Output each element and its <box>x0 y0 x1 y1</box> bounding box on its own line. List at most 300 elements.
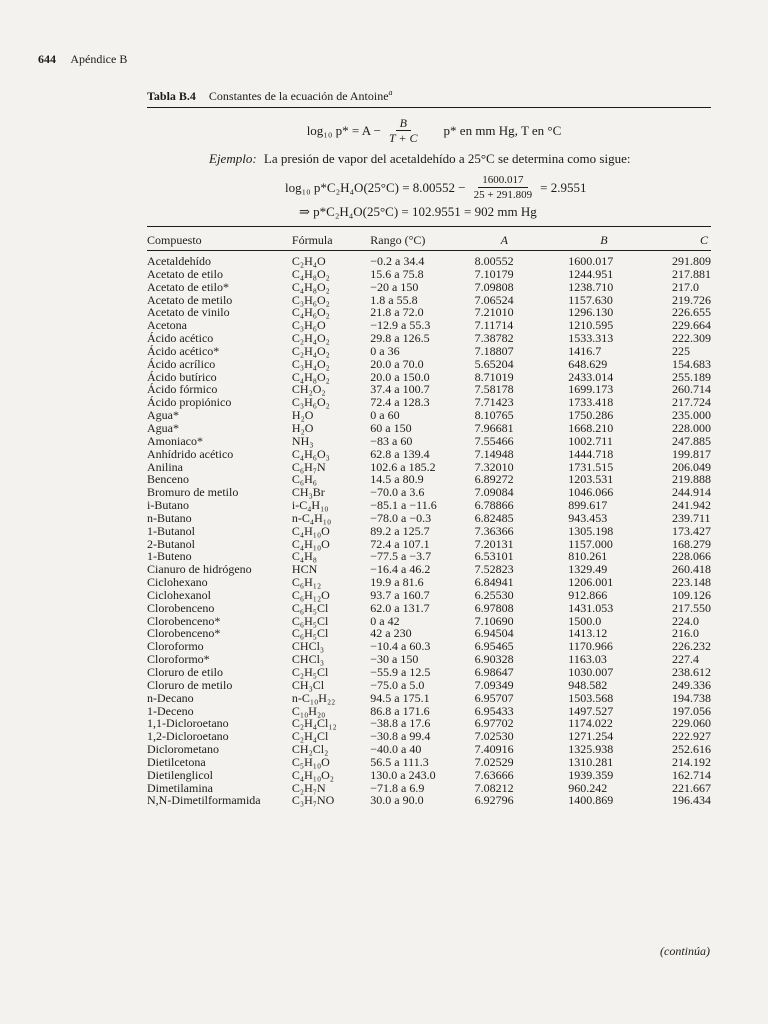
a-value-cell: 6.95707 <box>474 690 514 705</box>
formula-cell: CHCl₃ <box>291 652 325 667</box>
table-title-note: a <box>388 88 393 97</box>
range-cell: −78.0 a −0.3 <box>370 510 432 525</box>
range-cell: −77.5 a −3.7 <box>370 549 432 564</box>
table-row <box>147 499 711 512</box>
equation-denominator: T + C <box>388 131 418 145</box>
c-value-cell: 239.711 <box>672 510 711 525</box>
compound-cell: Ácido fórmico <box>147 382 218 397</box>
table-row <box>147 332 711 345</box>
range-cell: 93.7 a 160.7 <box>370 587 430 602</box>
formula-cell: C₆H₅Cl <box>291 613 329 628</box>
formula-cell: NH₃ <box>291 433 314 448</box>
a-value-cell: 7.55466 <box>474 433 514 448</box>
b-value-cell: 1500.0 <box>568 613 602 628</box>
table-row <box>147 615 711 628</box>
compound-cell: Anilina <box>147 459 183 474</box>
a-value-cell: 7.06524 <box>474 292 514 307</box>
range-cell: 72.4 a 107.1 <box>370 536 430 551</box>
compound-cell: 1-Buteno <box>147 549 192 564</box>
formula-cell: CH₃Br <box>291 485 325 500</box>
range-cell: 14.5 a 80.9 <box>370 472 424 487</box>
a-value-cell: 7.71423 <box>474 395 514 410</box>
table-row <box>147 666 711 679</box>
b-value-cell: 1503.568 <box>568 690 614 705</box>
c-value-cell: 219.726 <box>672 292 711 307</box>
equation-numerator: B <box>396 116 411 131</box>
compound-cell: Dietilenglicol <box>147 767 213 782</box>
compound-cell: Diclorometano <box>147 742 219 757</box>
range-cell: 62.8 a 139.4 <box>370 446 430 461</box>
c-value-cell: 206.049 <box>672 459 711 474</box>
formula-cell: C₁₀H₂₀ <box>291 703 326 718</box>
a-value-cell: 7.02530 <box>474 729 514 744</box>
b-value-cell: 1699.173 <box>568 382 614 397</box>
c-value-cell: 228.000 <box>672 420 711 435</box>
range-cell: −30 a 150 <box>370 652 419 667</box>
c-value-cell: 244.914 <box>672 485 711 500</box>
table-title: Constantes de la ecuación de Antoine <box>208 89 389 103</box>
a-value-cell: 7.96681 <box>474 420 514 435</box>
b-value-cell: 1497.527 <box>568 703 614 718</box>
c-value-cell: 235.000 <box>672 408 711 423</box>
formula-cell: n-C₄H₁₀ <box>291 510 332 525</box>
b-value-cell: 1305.198 <box>568 523 614 538</box>
c-value-cell: 154.683 <box>672 356 711 371</box>
range-cell: 0 a 36 <box>370 343 400 358</box>
table-block <box>147 88 711 807</box>
a-value-cell: 7.58178 <box>474 382 514 397</box>
table-row <box>147 794 711 807</box>
example-result: ⇒ p*C₂H₄O(25°C) = 102.9551 = 902 mm Hg <box>299 204 537 219</box>
c-value-cell: 162.714 <box>672 767 711 782</box>
b-value-cell: 1210.595 <box>568 318 614 333</box>
table-row <box>147 563 711 576</box>
formula-cell: C₃H₆O <box>291 318 326 333</box>
example-text <box>209 151 711 167</box>
formula-cell: C₃H₆O₂ <box>291 395 330 410</box>
table-row <box>147 512 711 525</box>
example-eq-fraction <box>470 173 536 202</box>
compound-cell: Ácido butírico <box>147 369 217 384</box>
b-value-cell: 648.629 <box>568 356 608 371</box>
c-value-cell: 217.550 <box>672 600 711 615</box>
formula-cell: HCN <box>291 562 318 577</box>
b-value-cell: 899.617 <box>568 498 608 513</box>
range-cell: 62.0 a 131.7 <box>370 600 430 615</box>
range-cell: −38.8 a 17.6 <box>370 716 431 731</box>
c-value-cell: 173.427 <box>672 523 711 538</box>
example-eq-numerator: 1600.017 <box>478 173 527 188</box>
compound-cell: Clorobenceno* <box>147 613 221 628</box>
compound-cell: Acetona <box>147 318 187 333</box>
c-value-cell: 217.881 <box>672 266 711 281</box>
compound-cell: Anhídrido acético <box>147 446 234 461</box>
compound-cell: Cloruro de metilo <box>147 677 233 692</box>
c-value-cell: 226.655 <box>672 305 711 320</box>
formula-cell: CH₃Cl <box>291 677 325 692</box>
c-value-cell: 225 <box>672 343 690 358</box>
formula-cell: C₆H₁₂ <box>291 575 322 590</box>
formula-cell: H₂O <box>291 408 314 423</box>
range-cell: 89.2 a 125.7 <box>370 523 430 538</box>
b-value-cell: 1157.000 <box>568 536 613 551</box>
table-row <box>147 730 711 743</box>
c-value-cell: 223.148 <box>672 575 711 590</box>
range-cell: −75.0 a 5.0 <box>370 677 425 692</box>
page-number: 644 <box>38 52 56 66</box>
compound-cell: Ciclohexano <box>147 575 208 590</box>
compound-cell: Clorobenceno <box>147 600 215 615</box>
range-cell: 0 a 60 <box>370 408 400 423</box>
table-caption <box>147 88 711 108</box>
running-head <box>38 52 127 67</box>
column-header-formula: Fórmula <box>292 227 370 251</box>
table-row <box>147 251 711 268</box>
formula-cell: C₂H₅Cl <box>291 665 329 679</box>
table-row <box>147 396 711 409</box>
c-value-cell: 260.418 <box>672 562 711 577</box>
a-value-cell: 7.18807 <box>474 343 514 358</box>
range-cell: 29.8 a 126.5 <box>370 331 430 346</box>
compound-cell: n-Decano <box>147 690 194 705</box>
a-value-cell: 7.02529 <box>474 754 514 769</box>
compound-cell: Acetato de vinilo <box>147 305 230 320</box>
a-value-cell: 7.08212 <box>474 780 514 795</box>
b-value-cell: 1431.053 <box>568 600 614 615</box>
table-row <box>147 281 711 294</box>
c-value-cell: 255.189 <box>672 369 711 384</box>
compound-cell: Acetato de metilo <box>147 292 233 307</box>
compound-cell: Ácido acético <box>147 331 214 346</box>
a-value-cell: 7.09349 <box>474 677 514 692</box>
compound-cell: Bromuro de metilo <box>147 485 239 500</box>
compound-cell: Cloroformo* <box>147 652 210 667</box>
c-value-cell: 227.4 <box>672 652 699 667</box>
a-value-cell: 6.53101 <box>474 549 514 564</box>
formula-cell: C₆H₅Cl <box>291 626 329 641</box>
c-value-cell: 109.126 <box>672 587 711 602</box>
compound-cell: Clorobenceno* <box>147 626 221 641</box>
b-value-cell: 1733.418 <box>568 395 614 410</box>
formula-cell: C₄H₁₀O <box>291 523 330 538</box>
range-cell: 130.0 a 243.0 <box>370 767 436 782</box>
table-row <box>147 692 711 705</box>
b-value-cell: 1310.281 <box>568 754 614 769</box>
c-value-cell: 291.809 <box>672 254 711 268</box>
column-header-range: Rango (°C) <box>370 227 474 251</box>
range-cell: 15.6 a 75.8 <box>370 266 424 281</box>
c-value-cell: 247.885 <box>672 433 711 448</box>
a-value-cell: 6.95433 <box>474 703 514 718</box>
formula-cell: C₄H₈O₂ <box>291 369 330 384</box>
c-value-cell: 229.060 <box>672 716 711 731</box>
b-value-cell: 1046.066 <box>568 485 614 500</box>
formula-cell: C₂H₄O <box>291 254 326 268</box>
b-value-cell: 1163.03 <box>568 652 607 667</box>
a-value-cell: 6.92796 <box>474 793 514 808</box>
formula-cell: i-C₄H₁₀ <box>291 498 329 513</box>
continued-note: (continúa) <box>660 944 710 958</box>
range-cell: 42 a 230 <box>370 626 412 641</box>
formula-cell: C₂H₄Cl <box>291 729 329 744</box>
compound-cell: Acetato de etilo* <box>147 279 229 294</box>
range-cell: 0 a 42 <box>370 613 400 628</box>
antoine-constants-table <box>147 227 711 807</box>
formula-cell: C₆H₇N <box>291 459 326 474</box>
c-value-cell: 222.927 <box>672 729 711 744</box>
a-value-cell: 7.40916 <box>474 742 514 757</box>
table-row <box>147 640 711 653</box>
b-value-cell: 948.582 <box>568 677 608 692</box>
formula-cell: C₃H₇NO <box>291 793 335 808</box>
a-value-cell: 7.09084 <box>474 485 514 500</box>
compound-cell: 1-Butanol <box>147 523 195 538</box>
compound-cell: 2-Butanol <box>147 536 195 551</box>
b-value-cell: 1533.313 <box>568 331 614 346</box>
a-value-cell: 7.36366 <box>474 523 514 538</box>
compound-cell: Amoniaco* <box>147 433 203 448</box>
formula-cell: C₂H₇N <box>291 780 326 795</box>
example-label: Ejemplo: <box>209 151 257 166</box>
c-value-cell: 228.066 <box>672 549 711 564</box>
compound-cell: Agua* <box>147 420 179 435</box>
b-value-cell: 1939.359 <box>568 767 614 782</box>
range-cell: 86.8 a 171.6 <box>370 703 430 718</box>
c-value-cell: 241.942 <box>672 498 711 513</box>
table-row <box>147 294 711 307</box>
c-value-cell: 214.192 <box>672 754 711 769</box>
table-row <box>147 576 711 589</box>
b-value-cell: 1030.007 <box>568 665 614 679</box>
formula-cell: H₂O <box>291 420 314 435</box>
compound-cell: Cianuro de hidrógeno <box>147 562 252 577</box>
compound-cell: Cloruro de etilo <box>147 665 223 679</box>
b-value-cell: 960.242 <box>568 780 608 795</box>
formula-cell: C₃H₆O₂ <box>291 292 330 307</box>
compound-cell: n-Butano <box>147 510 192 525</box>
c-value-cell: 194.738 <box>672 690 711 705</box>
table-row <box>147 268 711 281</box>
table-row <box>147 409 711 422</box>
table-header-row <box>147 227 711 251</box>
c-value-cell: 216.0 <box>672 626 699 641</box>
formula-cell: C₆H₅Cl <box>291 600 329 615</box>
c-value-cell: 199.817 <box>672 446 711 461</box>
b-value-cell: 1271.254 <box>568 729 614 744</box>
c-value-cell: 224.0 <box>672 613 699 628</box>
b-value-cell: 1329.49 <box>568 562 608 577</box>
example-equation <box>285 173 711 202</box>
a-value-cell: 7.14948 <box>474 446 514 461</box>
formula-cell: CHCl₃ <box>291 639 325 654</box>
b-value-cell: 1174.022 <box>568 716 613 731</box>
table-row <box>147 461 711 474</box>
c-value-cell: 260.714 <box>672 382 711 397</box>
example-eq-rhs: = 2.9551 <box>540 179 587 195</box>
a-value-cell: 6.97702 <box>474 716 514 731</box>
table-row <box>147 602 711 615</box>
a-value-cell: 6.25530 <box>474 587 514 602</box>
table-row <box>147 422 711 435</box>
b-value-cell: 1170.966 <box>568 639 613 654</box>
column-header-c: C <box>672 227 711 251</box>
equation-lhs: log₁₀ p* = A − <box>306 122 381 138</box>
formula-cell: CH₂O₂ <box>291 382 326 397</box>
c-value-cell: 168.279 <box>672 536 711 551</box>
c-value-cell: 252.616 <box>672 742 711 757</box>
table-row <box>147 743 711 756</box>
table-body <box>147 251 711 808</box>
formula-cell: C₆H₁₂O <box>291 587 330 602</box>
compound-cell: i-Butano <box>147 498 189 513</box>
b-value-cell: 1400.869 <box>568 793 614 808</box>
range-cell: −71.8 a 6.9 <box>370 780 425 795</box>
formula-cell: C₂H₄O₂ <box>291 331 330 346</box>
compound-cell: Ácido propiónico <box>147 395 232 410</box>
compound-cell: N,N-Dimetilformamida <box>147 793 261 808</box>
c-value-cell: 197.056 <box>672 703 711 718</box>
c-value-cell: 221.667 <box>672 780 711 795</box>
a-value-cell: 6.89272 <box>474 472 514 487</box>
formula-cell: C₄H₆O₂ <box>291 305 330 320</box>
table-row <box>147 358 711 371</box>
a-value-cell: 7.10179 <box>474 266 514 281</box>
a-value-cell: 6.78866 <box>474 498 514 513</box>
column-header-compound: Compuesto <box>147 227 292 251</box>
b-value-cell: 1668.210 <box>568 420 614 435</box>
range-cell: −40.0 a 40 <box>370 742 422 757</box>
formula-cell: C₄H₈O₂ <box>291 266 330 281</box>
b-value-cell: 2433.014 <box>568 369 614 384</box>
antoine-equation <box>157 116 711 145</box>
formula-cell: C₄H₁₀O₂ <box>291 767 334 782</box>
formula-cell: C₂H₄O₂ <box>291 343 330 358</box>
a-value-cell: 6.95465 <box>474 639 514 654</box>
table-row <box>147 345 711 358</box>
range-cell: 56.5 a 111.3 <box>370 754 429 769</box>
compound-cell: Benceno <box>147 472 189 487</box>
a-value-cell: 7.38782 <box>474 331 514 346</box>
range-cell: −83 a 60 <box>370 433 413 448</box>
range-cell: 94.5 a 175.1 <box>370 690 430 705</box>
a-value-cell: 5.65204 <box>474 356 514 371</box>
range-cell: −55.9 a 12.5 <box>370 665 431 679</box>
range-cell: 21.8 a 72.0 <box>370 305 424 320</box>
compound-cell: Ciclohexanol <box>147 587 211 602</box>
formula-cell: C₄H₈O₂ <box>291 279 330 294</box>
compound-cell: Agua* <box>147 408 179 423</box>
c-value-cell: 222.309 <box>672 331 711 346</box>
column-header-b: B <box>568 227 672 251</box>
compound-cell: Cloroformo <box>147 639 204 654</box>
formula-cell: C₄H₆O₃ <box>291 446 330 461</box>
c-value-cell: 249.336 <box>672 677 711 692</box>
a-value-cell: 7.21010 <box>474 305 514 320</box>
formula-cell: C₅H₁₀O <box>291 754 330 769</box>
table-row <box>147 756 711 769</box>
compound-cell: 1-Deceno <box>147 703 194 718</box>
formula-cell: C₄H₈ <box>291 549 317 564</box>
range-cell: −12.9 a 55.3 <box>370 318 431 333</box>
a-value-cell: 6.94504 <box>474 626 514 641</box>
range-cell: −70.0 a 3.6 <box>370 485 425 500</box>
table-row <box>147 525 711 538</box>
b-value-cell: 1731.515 <box>568 459 614 474</box>
b-value-cell: 1296.130 <box>568 305 614 320</box>
table-row <box>147 769 711 782</box>
c-value-cell: 217.724 <box>672 395 711 410</box>
formula-cell: C₂H₄Cl₁₂ <box>291 716 337 731</box>
b-value-cell: 1413.12 <box>568 626 608 641</box>
b-value-cell: 1750.286 <box>568 408 614 423</box>
b-value-cell: 1157.630 <box>568 292 613 307</box>
a-value-cell: 7.20131 <box>474 536 514 551</box>
range-cell: 30.0 a 90.0 <box>370 793 424 808</box>
formula-cell: CH₂Cl₂ <box>291 742 329 757</box>
c-value-cell: 229.664 <box>672 318 711 333</box>
compound-cell: 1,1-Dicloroetano <box>147 716 229 731</box>
formula-cell: n-C₁₀H₂₂ <box>291 690 336 705</box>
c-value-cell: 196.434 <box>672 793 711 808</box>
b-value-cell: 1238.710 <box>568 279 614 294</box>
compound-cell: Acetaldehído <box>147 254 211 268</box>
range-cell: −30.8 a 99.4 <box>370 729 431 744</box>
a-value-cell: 6.82485 <box>474 510 514 525</box>
a-value-cell: 8.10765 <box>474 408 514 423</box>
compound-cell: Acetato de etilo <box>147 266 223 281</box>
table-row <box>147 589 711 602</box>
a-value-cell: 6.84941 <box>474 575 514 590</box>
table-label: Tabla B.4 <box>147 89 196 103</box>
range-cell: 19.9 a 81.6 <box>370 575 424 590</box>
c-value-cell: 238.612 <box>672 665 711 679</box>
a-value-cell: 6.97808 <box>474 600 514 615</box>
compound-cell: Ácido acrílico <box>147 356 216 371</box>
a-value-cell: 8.71019 <box>474 369 514 384</box>
a-value-cell: 7.63666 <box>474 767 514 782</box>
range-cell: 37.4 a 100.7 <box>370 382 430 397</box>
range-cell: −10.4 a 60.3 <box>370 639 431 654</box>
range-cell: 20.0 a 70.0 <box>370 356 424 371</box>
formula-cell: C₃H₄O₂ <box>291 356 330 371</box>
b-value-cell: 1203.531 <box>568 472 614 487</box>
b-value-cell: 1002.711 <box>568 433 613 448</box>
a-value-cell: 7.32010 <box>474 459 514 474</box>
table-row <box>147 679 711 692</box>
a-value-cell: 6.90328 <box>474 652 514 667</box>
a-value-cell: 7.10690 <box>474 613 514 628</box>
c-value-cell: 226.232 <box>672 639 711 654</box>
compound-cell: 1,2-Dicloroetano <box>147 729 229 744</box>
range-cell: −0.2 a 34.4 <box>370 254 425 268</box>
column-header-a: A <box>475 227 569 251</box>
c-value-cell: 217.0 <box>672 279 699 294</box>
b-value-cell: 1416.7 <box>568 343 602 358</box>
b-value-cell: 912.866 <box>568 587 608 602</box>
compound-cell: Dimetilamina <box>147 780 213 795</box>
b-value-cell: 810.261 <box>568 549 608 564</box>
section-title: Apéndice B <box>70 52 128 66</box>
a-value-cell: 7.09808 <box>474 279 514 294</box>
range-cell: −85.1 a −11.6 <box>370 498 437 513</box>
compound-cell: Ácido acético* <box>147 343 220 358</box>
table-row <box>147 448 711 461</box>
a-value-cell: 6.98647 <box>474 665 514 679</box>
range-cell: 102.6 a 185.2 <box>370 459 436 474</box>
equation-fraction <box>385 116 422 145</box>
b-value-cell: 1444.718 <box>568 446 614 461</box>
example-eq-denominator: 25 + 291.809 <box>473 189 533 201</box>
